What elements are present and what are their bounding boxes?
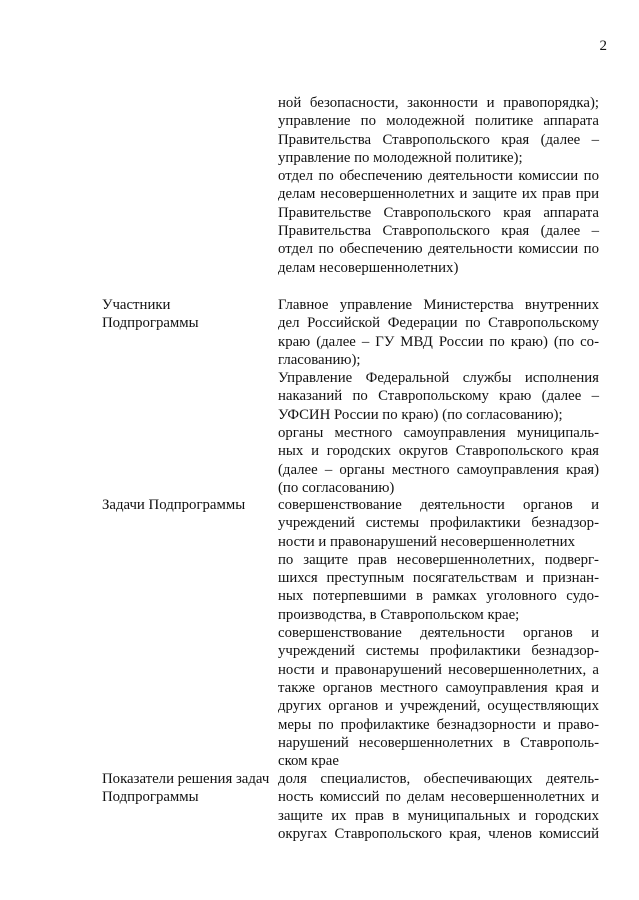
text-line: нарушений несовершеннолетних в Ставрополь-	[278, 734, 599, 751]
text-line: (далее – органы местного самоуправления края)	[278, 461, 599, 478]
text-line: делам несовершеннолетних и защите их прав при	[278, 186, 599, 203]
text-line: округах Ставропольского края, членов комиссий	[278, 825, 599, 842]
text-line: отдел по обеспечению деятельности комиссии по	[278, 241, 599, 258]
text-line: Правительства Ставропольского края (далее –	[278, 223, 599, 240]
text-line: (по согласованию)	[278, 479, 395, 496]
text-line: других органов и учреждений, осуществляющих	[278, 698, 599, 715]
section-content	[278, 496, 599, 770]
text-line: ском крае	[278, 753, 339, 770]
text-line: дел Российской Федерации по Ставропольскому	[278, 315, 599, 332]
text-line: также органов местного самоуправления края и	[278, 679, 599, 696]
text-line: органы местного самоуправления муниципаль-	[278, 425, 599, 442]
text-line: доля специалистов, обеспечивающих деятель-	[278, 771, 599, 787]
text-line: управление по молодежной политике аппарата	[278, 113, 599, 130]
text-line: совершенствование деятельности органов и	[278, 625, 599, 642]
text-line: отдел по обеспечению деятельности комиссии по	[278, 168, 599, 185]
text-line: наказаний по Ставропольскому краю (далее –	[278, 388, 599, 405]
text-line: Правительстве Ставропольского края аппарата	[278, 204, 599, 221]
text-line: ных и городских округов Ставропольского края	[278, 443, 599, 460]
text-line: шихся преступным посягательствам и признан-	[278, 570, 599, 587]
text-line: совершенствование деятельности органов и	[278, 497, 599, 513]
text-line: защите их прав в муниципальных и городских	[278, 807, 599, 824]
text-line: Управление Федеральной службы исполнения	[278, 370, 599, 387]
text-line: меры по профилактике безнадзорности и право-	[278, 716, 599, 733]
text-line: учреждений системы профилактики безнадзор-	[278, 515, 599, 532]
section-label: Задачи Подпрограммы	[102, 497, 246, 513]
text-line: ность комиссий по делам несовершеннолетних и	[278, 789, 599, 806]
section-content	[278, 770, 599, 843]
text-line: краю (далее – ГУ МВД России по краю) (по со-	[278, 333, 599, 350]
text-line: гласованию);	[278, 351, 361, 368]
text-line: делам несовершеннолетних)	[278, 259, 459, 276]
text-line: УФСИН России по краю) (по согласованию);	[278, 406, 563, 423]
text-line: ности и правонарушений несовершеннолетних	[278, 533, 575, 550]
continuation-text	[278, 94, 599, 277]
text-line: управление по молодежной политике);	[278, 149, 523, 166]
text-line: производства, в Ставропольском крае;	[278, 606, 520, 623]
text-line: ности и правонарушений несовершеннолетних, а	[278, 661, 599, 678]
text-line: ных потерпевшими в рамках уголовного судо-	[278, 588, 599, 605]
text-line: Правительства Ставропольского края (далее –	[278, 131, 599, 148]
section-label: Участники Подпрограммы	[102, 297, 199, 332]
section-label: Показатели решения задач Подпрограммы	[102, 771, 270, 806]
page-number: 2	[599, 38, 607, 54]
text-line: ной безопасности, законности и правопорядка);	[278, 95, 599, 111]
text-line: Главное управление Министерства внутренних	[278, 297, 599, 313]
section-content	[278, 296, 599, 497]
text-line: по защите прав несовершеннолетних, подверг-	[278, 551, 599, 568]
text-line: учреждений системы профилактики безнадзор-	[278, 643, 599, 660]
